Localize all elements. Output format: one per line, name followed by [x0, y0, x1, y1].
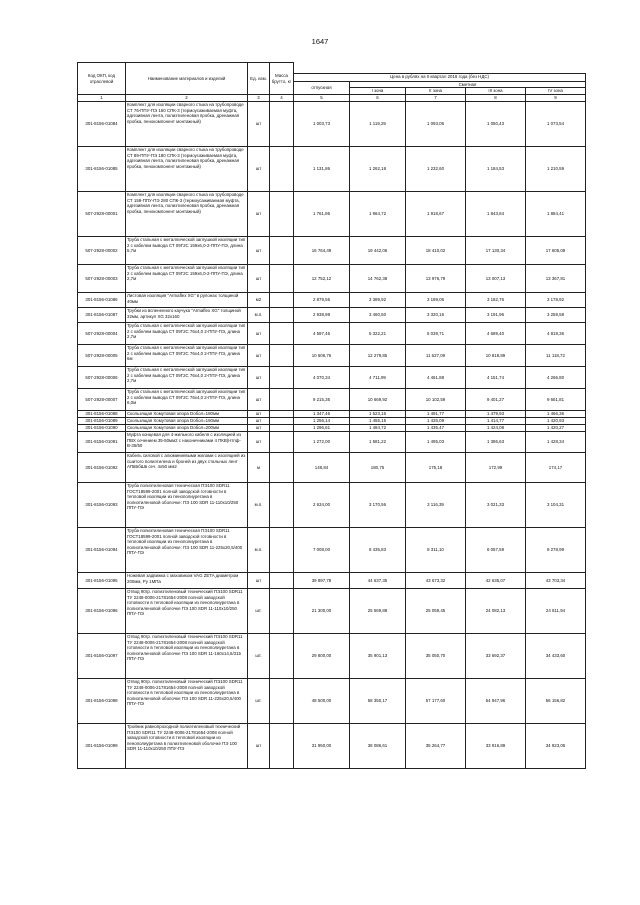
col-number: 5	[294, 95, 350, 102]
row-unit: шт.	[248, 634, 270, 679]
row-mass	[270, 147, 294, 192]
row-code: 301-8156-01096	[78, 589, 126, 634]
row-price-zone-3: 33 692,37	[466, 634, 526, 679]
row-mass	[270, 724, 294, 769]
header-release: отпускная	[294, 81, 350, 95]
row-price-zone-3: 24 082,13	[466, 589, 526, 634]
header-zone-4: IV зона	[526, 88, 586, 95]
row-mass	[270, 308, 294, 323]
row-price-zone-2: 1 918,67	[406, 192, 466, 237]
row-price-zone-4: 4 819,36	[526, 323, 586, 345]
row-price-release: 16 764,49	[294, 237, 350, 265]
row-price-release: 12 752,12	[294, 265, 350, 293]
row-mass	[270, 192, 294, 237]
row-price-zone-3: 4 689,40	[466, 323, 526, 345]
row-code: 507-2928-00003	[78, 265, 126, 293]
row-mass	[270, 102, 294, 147]
row-price-zone-3: 1 843,84	[466, 192, 526, 237]
row-mass	[270, 389, 294, 411]
row-name: Труба полиэтиленовая техническая ПЭ100 SDR11 ГОСТ18599-2001 полной заводской готовности в тепловой изоляции из пенополиуретана в полиэтиленовой оболочке: ПЭ 100 SDR 11-225х20,5/400 ППУ-ПЭ	[126, 528, 248, 573]
row-mass	[270, 528, 294, 573]
row-price-zone-4: 1 420,93	[526, 418, 586, 425]
table-row	[78, 528, 586, 573]
row-price-zone-2: 18 410,02	[406, 237, 466, 265]
header-zone-1: I зона	[350, 88, 406, 95]
col-number: 7	[406, 95, 466, 102]
row-unit: шт.	[248, 679, 270, 724]
row-name: Труба полиэтиленовая техническая ПЭ100 SDR11 ГОСТ18599-2001 полной заводской готовности в тепловой изоляции из пенополиуретана в полиэтиленовой оболочке: ПЭ 100 SDR 11-110х10/250 ППУ-ПЭ	[126, 483, 248, 528]
row-code: 301-8156-01087	[78, 308, 126, 323]
table-row	[78, 265, 586, 293]
row-price-zone-2: 1 491,77	[406, 411, 466, 418]
row-name: Труба стальная с металлической заглушкой изоляции тип 2 с кабелем вывода СТ 09Г2С 76х4,0 2-ППУ-ПЭ, длина 2,7м	[126, 323, 248, 345]
row-price-zone-2: 1 232,60	[406, 147, 466, 192]
table-row	[78, 411, 586, 418]
row-mass	[270, 483, 294, 528]
header-code: Код ОКП, код отраслевой	[78, 63, 126, 95]
row-price-zone-2: 1 426,09	[406, 418, 466, 425]
row-name: Скользящая Хомутовая опора Dобол=200мм	[126, 425, 248, 432]
row-price-zone-4: 56 156,82	[526, 679, 586, 724]
table-row	[78, 192, 586, 237]
row-name: Труба стальная с металлической заглушкой изоляции тип 2 с кабелем вывода СТ 09Г2С 159х6,0-2-ППУ-ПЭ, длина 5,7м	[126, 237, 248, 265]
header-name: Наименование материалов и изделий	[126, 63, 248, 95]
row-price-zone-4: 3 178,92	[526, 293, 586, 308]
row-price-zone-3: 54 947,96	[466, 679, 526, 724]
row-price-zone-1: 44 637,35	[350, 573, 406, 589]
row-price-zone-4: 3 104,31	[526, 483, 586, 528]
row-price-zone-2: 11 627,09	[406, 345, 466, 367]
row-price-zone-2: 25 059,45	[406, 589, 466, 634]
row-unit: шт	[248, 411, 270, 418]
row-price-zone-3: 3 021,33	[466, 483, 526, 528]
row-price-zone-2: 3 116,39	[406, 483, 466, 528]
row-price-zone-3: 9 401,27	[466, 389, 526, 411]
row-mass	[270, 345, 294, 367]
row-price-zone-1: 1 262,18	[350, 147, 406, 192]
row-name: Отвод 90гр. полиэтиленовый технический ПЭ100 SDR11 ТУ 2248-0006-21781654-2008 полной заводской готовности в тепловой изоляции из пенополиуретана в полиэтиленовой оболочке ПЭ 100 SDR 11-225х20,5/400 ППУ-ПЭ	[126, 679, 248, 724]
row-price-zone-2: 8 311,10	[406, 528, 466, 573]
row-price-release: 148,84	[294, 453, 350, 483]
row-price-zone-2: 10 102,59	[406, 389, 466, 411]
row-price-zone-1: 12 279,85	[350, 345, 406, 367]
row-price-zone-1: 14 762,38	[350, 265, 406, 293]
row-code: 301-8156-01088	[78, 411, 126, 418]
col-number: 8	[466, 95, 526, 102]
row-price-zone-1: 180,75	[350, 453, 406, 483]
row-price-zone-1: 1 455,15	[350, 418, 406, 425]
row-price-zone-2: 1 093,06	[406, 102, 466, 147]
row-price-zone-4: 24 611,94	[526, 589, 586, 634]
header-zone-2: II зона	[406, 88, 466, 95]
header-price-group: Цена в рублях на II квартал 2018 года (без НДС)	[294, 73, 586, 81]
row-unit: шт	[248, 265, 270, 293]
row-price-zone-4: 174,17	[526, 453, 586, 483]
col-number: 6	[350, 95, 406, 102]
row-name: Труба стальная с металлической заглушкой изоляции тип 2 с кабелем вывода СТ 09Г2С 76х4,0 2-ППУ-ПЭ, длина 2,7м	[126, 367, 248, 389]
row-code: 301-8156-01084	[78, 102, 126, 147]
row-price-zone-3: 172,99	[466, 453, 526, 483]
row-price-zone-3: 1 479,93	[466, 411, 526, 418]
row-unit: шт	[248, 345, 270, 367]
table-row	[78, 453, 586, 483]
row-price-zone-1: 1 119,29	[350, 102, 406, 147]
row-code: 507-2928-00007	[78, 389, 126, 411]
row-price-release: 1 003,73	[294, 102, 350, 147]
col-number: 3	[248, 95, 270, 102]
row-price-zone-1: 8 435,83	[350, 528, 406, 573]
row-unit: шт	[248, 323, 270, 345]
row-name: Кабель силовой с алюминиевыми жилами с изоляцией из сшитого полиэтилена и броней из двух стальных лент АПвБбШв сеч. 4х50 мм2	[126, 453, 248, 483]
row-unit: шт	[248, 418, 270, 425]
column-numbers-row	[78, 95, 586, 102]
row-code: 301-8156-01089	[78, 418, 126, 425]
page-number: 1647	[311, 37, 329, 46]
row-price-zone-1: 25 569,88	[350, 589, 406, 634]
row-price-zone-2: 35 264,77	[406, 724, 466, 769]
col-number: 9	[526, 95, 586, 102]
row-unit: шт	[248, 192, 270, 237]
row-price-zone-3: 1 184,53	[466, 147, 526, 192]
table-row	[78, 483, 586, 528]
row-name: Комплект для изоляции сварного стыка на трубопроводе СТ 76-ППУ-ПЭ 160 СПК-3 (термоусаживаемая муфта, адгезивная лента, полиэтиленовая пробка, дренажная пробка, пенокомпонент монтажный)	[126, 102, 248, 147]
row-price-zone-1: 3 460,50	[350, 308, 406, 323]
table-row	[78, 432, 586, 453]
row-price-release: 21 300,00	[294, 589, 350, 634]
row-code: 301-8156-01097	[78, 634, 126, 679]
row-mass	[270, 679, 294, 724]
row-name: Листовая изоляция "Armaflex XG" в рулонах толщиной 40мм	[126, 293, 248, 308]
row-unit: м2	[248, 293, 270, 308]
row-price-zone-1: 1 484,72	[350, 425, 406, 432]
row-price-zone-4: 1 428,34	[526, 432, 586, 453]
row-mass	[270, 323, 294, 345]
row-price-zone-4: 1 466,36	[526, 411, 586, 418]
header-spacer	[294, 63, 586, 74]
col-number: 2	[126, 95, 248, 102]
row-price-zone-4: 1 884,41	[526, 192, 586, 237]
row-price-release: 9 215,35	[294, 389, 350, 411]
row-price-zone-1: 1 581,22	[350, 432, 406, 453]
row-name: Скользящая Хомутовая опора Dобол=160мм	[126, 418, 248, 425]
row-unit: м.п.	[248, 483, 270, 528]
table-row	[78, 425, 586, 432]
row-price-zone-3: 8 057,59	[466, 528, 526, 573]
row-unit: шт	[248, 425, 270, 432]
row-price-release: 1 296,61	[294, 425, 350, 432]
row-price-zone-1: 35 901,13	[350, 634, 406, 679]
row-price-zone-4: 34 923,05	[526, 724, 586, 769]
row-code: 301-8156-01093	[78, 483, 126, 528]
row-price-zone-3: 1 386,63	[466, 432, 526, 453]
row-code: 507-2928-00004	[78, 323, 126, 345]
table-row	[78, 102, 586, 147]
table-row	[78, 293, 586, 308]
row-code: 507-2928-00005	[78, 345, 126, 367]
row-unit: шт	[248, 432, 270, 453]
row-name: Скользящая Хомутовая опора Dобол=180мм	[126, 411, 248, 418]
row-price-release: 1 256,14	[294, 418, 350, 425]
table-row	[78, 679, 586, 724]
row-price-release: 31 950,00	[294, 724, 350, 769]
table-row	[78, 367, 586, 389]
row-mass	[270, 453, 294, 483]
row-price-zone-4: 1 210,59	[526, 147, 586, 192]
row-unit: шт	[248, 102, 270, 147]
row-price-release: 1 131,86	[294, 147, 350, 192]
table-row	[78, 724, 586, 769]
row-price-release: 7 008,00	[294, 528, 350, 573]
price-table	[77, 62, 586, 769]
row-price-zone-3: 1 050,43	[466, 102, 526, 147]
row-code: 301-8156-01099	[78, 724, 126, 769]
row-name: Трубки из вспененного каучука "Armaflex XG" толщиной 32мм, артикул XG 32х160	[126, 308, 248, 323]
row-name: Отвод 90гр. полиэтиленовый технический ПЭ100 SDR11 ТУ 2248-0006-21781654-2008 полной заводской готовности в тепловой изоляции из пенополиуретана в полиэтиленовой оболочке ПЭ 100 SDR 11-110х10/250 ППУ-ПЭ	[126, 589, 248, 634]
row-unit: шт	[248, 724, 270, 769]
row-code: 301-8156-01095	[78, 573, 126, 589]
row-price-zone-4: 4 266,80	[526, 367, 586, 389]
row-price-zone-3: 3 182,76	[466, 293, 526, 308]
row-price-release: 1 272,00	[294, 432, 350, 453]
header-mass: Масса брутто, кг	[270, 63, 294, 95]
table-row	[78, 308, 586, 323]
row-price-zone-2: 57 177,60	[406, 679, 466, 724]
row-price-release: 29 800,00	[294, 634, 350, 679]
row-price-zone-1: 10 669,92	[350, 389, 406, 411]
row-code: 301-8156-01091	[78, 432, 126, 453]
row-price-zone-3: 4 151,74	[466, 367, 526, 389]
row-unit: шт	[248, 367, 270, 389]
row-price-zone-1: 38 086,61	[350, 724, 406, 769]
row-name: Труба стальная с металлической заглушкой изоляции тип 2 с кабелем вывода СТ 09Г2С 76х4,0 2-ППУ-ПЭ, длина 6м	[126, 345, 248, 367]
row-price-zone-4: 13 367,81	[526, 265, 586, 293]
row-price-zone-3: 42 635,07	[466, 573, 526, 589]
row-price-zone-1: 3 170,56	[350, 483, 406, 528]
row-price-release: 2 879,56	[294, 293, 350, 308]
row-mass	[270, 425, 294, 432]
row-price-zone-4: 43 703,34	[526, 573, 586, 589]
row-price-release: 2 634,00	[294, 483, 350, 528]
row-price-zone-1: 3 389,92	[350, 293, 406, 308]
row-price-zone-4: 17 605,09	[526, 237, 586, 265]
header-zone-3: III зона	[466, 88, 526, 95]
row-price-zone-4: 8 278,99	[526, 528, 586, 573]
row-mass	[270, 293, 294, 308]
row-price-zone-4: 3 259,58	[526, 308, 586, 323]
row-name: Тройник равнопроходной полиэтиленовый технический ПЭ100 SDR11 ТУ 2248-0006-21781654-2008 полной заводской готовности в тепловой изоляции из пенополиуретана в полиэтиленовой оболочке ПЭ 100 SDR 11-110х10/250 ППУ-ПЭ	[126, 724, 248, 769]
row-mass	[270, 411, 294, 418]
row-price-zone-2: 35 050,70	[406, 634, 466, 679]
row-name: Труба стальная с металлической заглушкой изоляции тип 2 с кабелем вывода СТ 09Г2С 76х4,0 2-ППУ-ПЭ, длина 6,0м	[126, 389, 248, 411]
row-unit: шт.	[248, 589, 270, 634]
row-mass	[270, 418, 294, 425]
row-name: Муфта концевая для 4-жильного кабеля с изоляцией из ПВХ сечением 35-50мм2 с наконечниками 4 ПКВ(Нтпф-В-35/50	[126, 432, 248, 453]
row-name: Ножевая задвижка с маховиком VAG ZETA диаметром 200мм, Ру 1МПа	[126, 573, 248, 589]
row-mass	[270, 589, 294, 634]
row-price-release: 48 500,00	[294, 679, 350, 724]
row-price-zone-2: 5 039,71	[406, 323, 466, 345]
table-row	[78, 418, 586, 425]
row-mass	[270, 432, 294, 453]
row-price-zone-1: 19 442,06	[350, 237, 406, 265]
row-unit: шт	[248, 147, 270, 192]
row-code: 507-2928-00001	[78, 192, 126, 237]
row-unit: м	[248, 453, 270, 483]
row-price-zone-3: 3 191,96	[466, 308, 526, 323]
row-code: 507-2928-00002	[78, 237, 126, 265]
row-code: 301-8156-01090	[78, 425, 126, 432]
table-row	[78, 573, 586, 589]
row-mass	[270, 634, 294, 679]
header-estimate: Сметная	[350, 81, 586, 88]
row-price-release: 1 347,46	[294, 411, 350, 418]
row-price-release: 4 070,34	[294, 367, 350, 389]
table-row	[78, 323, 586, 345]
row-price-zone-2: 4 461,88	[406, 367, 466, 389]
row-mass	[270, 367, 294, 389]
col-number: 1	[78, 95, 126, 102]
header-unit: Ед. изм.	[248, 63, 270, 95]
row-unit: м.п.	[248, 308, 270, 323]
row-price-zone-1: 1 964,72	[350, 192, 406, 237]
table-row	[78, 237, 586, 265]
row-price-zone-1: 5 322,21	[350, 323, 406, 345]
row-price-zone-2: 43 673,32	[406, 573, 466, 589]
row-price-release: 4 597,46	[294, 323, 350, 345]
row-unit: шт	[248, 237, 270, 265]
row-price-zone-1: 1 523,16	[350, 411, 406, 418]
row-price-zone-4: 34 433,60	[526, 634, 586, 679]
table-row	[78, 589, 586, 634]
row-mass	[270, 265, 294, 293]
row-mass	[270, 573, 294, 589]
row-mass	[270, 237, 294, 265]
row-price-release: 1 761,86	[294, 192, 350, 237]
col-number: 4	[270, 95, 294, 102]
row-price-zone-4: 9 661,81	[526, 389, 586, 411]
row-price-zone-2: 1 435,47	[406, 425, 466, 432]
row-code: 301-8156-01098	[78, 679, 126, 724]
row-price-release: 2 938,98	[294, 308, 350, 323]
row-name: Отвод 90гр. полиэтиленовый технический ПЭ100 SDR11 ТУ 2248-0006-21781654-2008 полной заводской готовности в тепловой изоляции из пенополиуретана в полиэтиленовой оболочке ПЭ 100 SDR 11-160х14,6/315 ППУ-ПЭ	[126, 634, 248, 679]
row-code: 301-8156-01085	[78, 147, 126, 192]
row-unit: шт	[248, 389, 270, 411]
row-price-release: 10 606,76	[294, 345, 350, 367]
row-price-zone-2: 13 976,79	[406, 265, 466, 293]
row-price-zone-3: 1 424,08	[466, 425, 526, 432]
row-code: 301-8156-01086	[78, 293, 126, 308]
row-price-zone-4: 11 118,72	[526, 345, 586, 367]
row-price-zone-2: 3 189,06	[406, 293, 466, 308]
row-price-zone-2: 1 495,03	[406, 432, 466, 453]
row-name: Труба стальная с металлической заглушкой изоляции тип 2 с кабелем вывода СТ 09Г2С 159х6,0-2-ППУ-ПЭ, длина 2,7м	[126, 265, 248, 293]
row-price-zone-4: 1 420,27	[526, 425, 586, 432]
row-price-zone-3: 17 130,34	[466, 237, 526, 265]
row-price-zone-2: 175,18	[406, 453, 466, 483]
row-name: Комплект для изоляции сварного стыка на трубопроводе СТ 89-ППУ-ПЭ 180 СПК-3 (термоусаживаемая муфта, адгезивная лента, полиэтиленовая пробка, дренажная пробка, пенокомпонент монтажный)	[126, 147, 248, 192]
row-name: Комплект для изоляции сварного стыка на трубопроводе СТ 159-ППУ-ПЭ 280 СПК-3 (термоусаживаемая муфта, адгезивная лента, полиэтиленовая пробка, дренажная пробка, пенокомпонент монтажный)	[126, 192, 248, 237]
row-price-release: 39 897,78	[294, 573, 350, 589]
row-price-zone-3: 10 818,89	[466, 345, 526, 367]
table-row	[78, 634, 586, 679]
row-price-zone-4: 1 073,54	[526, 102, 586, 147]
row-unit: шт	[248, 573, 270, 589]
table-row	[78, 389, 586, 411]
row-price-zone-3: 33 916,89	[466, 724, 526, 769]
row-price-zone-3: 1 414,77	[466, 418, 526, 425]
row-code: 301-8156-01092	[78, 453, 126, 483]
table-row	[78, 147, 586, 192]
row-code: 507-2928-00006	[78, 367, 126, 389]
row-price-zone-1: 58 350,17	[350, 679, 406, 724]
table-row	[78, 345, 586, 367]
row-code: 301-8156-01094	[78, 528, 126, 573]
row-price-zone-1: 4 711,99	[350, 367, 406, 389]
row-price-zone-3: 13 007,13	[466, 265, 526, 293]
row-unit: м.п.	[248, 528, 270, 573]
row-price-zone-2: 3 320,16	[406, 308, 466, 323]
